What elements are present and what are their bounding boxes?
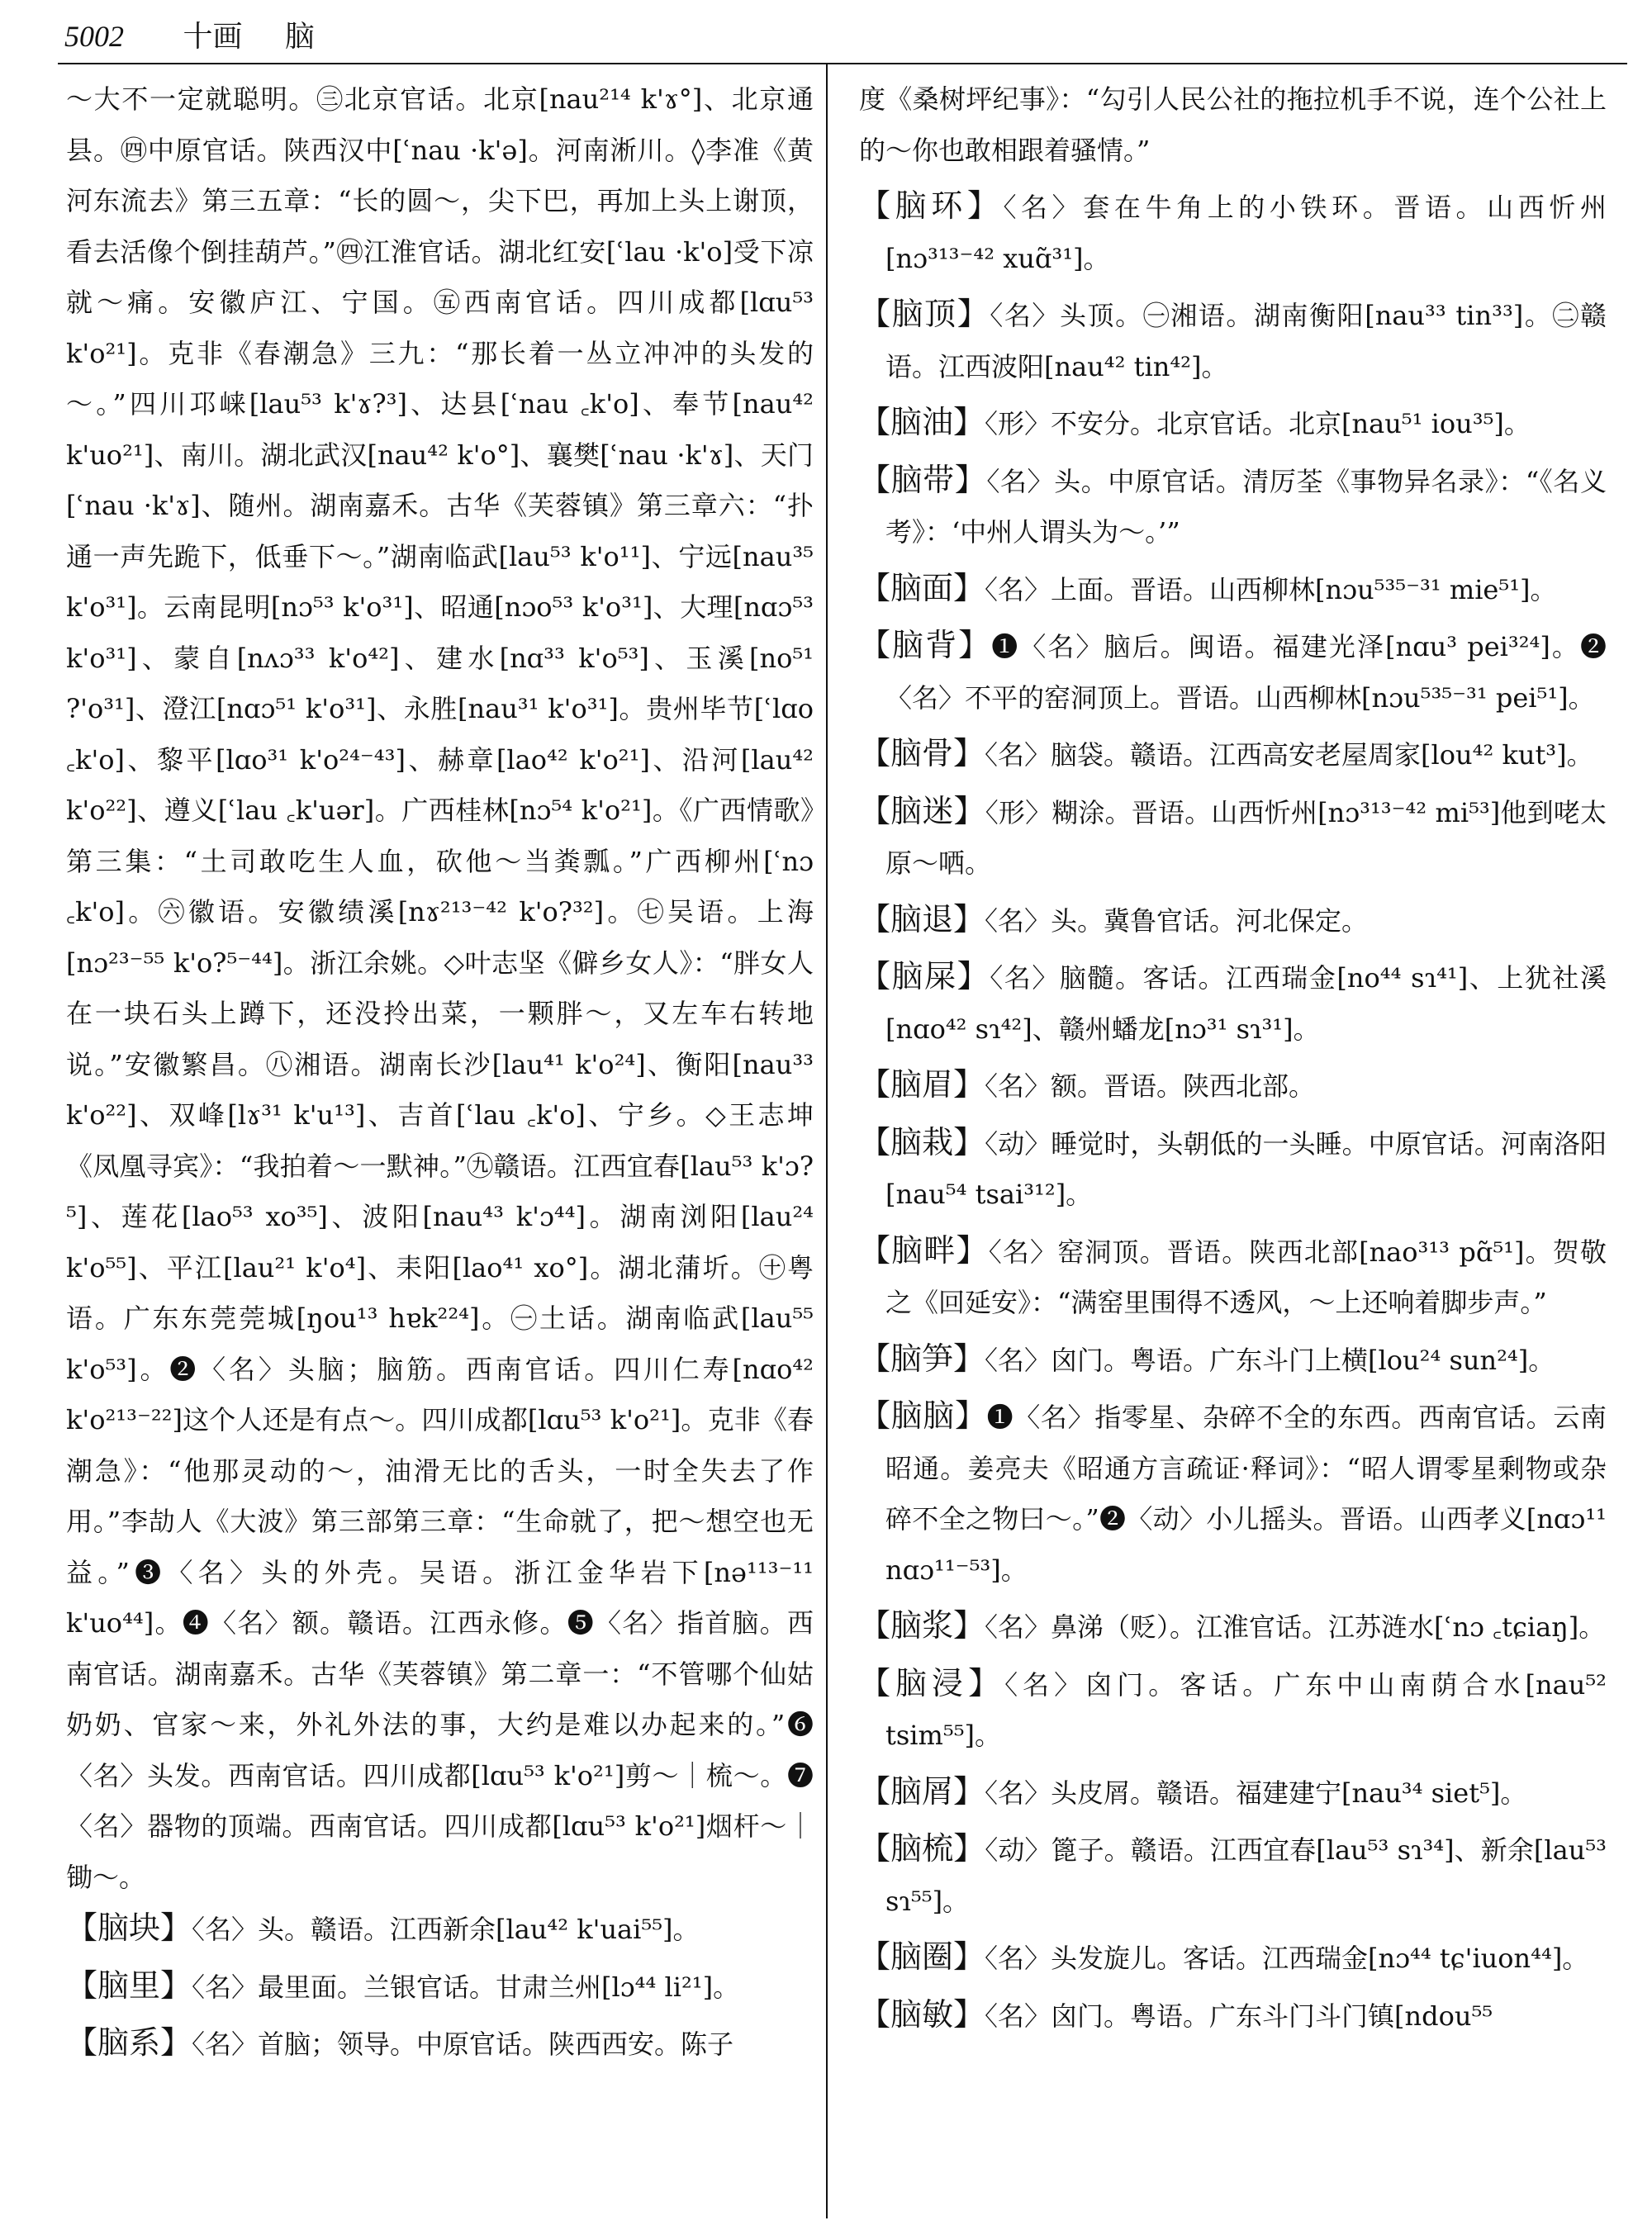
entry-naojin [859,1658,1607,1762]
definition: 〈名〉头。冀鲁官话。河北保定。 [985,904,1369,937]
definition: 〈动〉篦子。赣语。江西宜春[lau⁵³ sɿ³⁴]、新余[lau⁵³ sɿ⁵⁵]。 [885,1834,1607,1917]
definition: 〈名〉囟门。粤语。广东斗门斗门镇[ndou⁵⁵ [985,2000,1493,2032]
entry-naoyou [859,397,1607,450]
headword: 【脑顶】 [859,296,990,332]
header-character: 脑 [284,20,315,54]
headword: 【脑里】 [66,1967,192,2004]
headword: 【脑背】 [859,627,992,663]
definition: 〈名〉窑洞顶。晋语。陕西北部[nao³¹³ pɑ̃⁵¹]。贺敬之《回延安》：“满窑里围得不透风，～上还响着脚步声。” [885,1236,1607,1318]
entry-continuation-right: 度《桑树坪纪事》：“勾引人民公社的拖拉机手不说，连个公社上的～你也敢相跟着骚情。” [859,83,1607,166]
entry-naonao [859,1391,1607,1596]
definition: 〈名〉头顶。㊀湘语。湖南衡阳[nau³³ tin³³]。㊁赣语。江西波阳[nau⁴² tin⁴²]。 [885,300,1607,382]
definition: 〈形〉不安分。北京官话。北京[nau⁵¹ iou³⁵]。 [985,408,1531,439]
definition: 〈名〉首脑；领导。中原官话。陕西西安。陈子 [192,2028,734,2060]
entry-naoxie [859,1767,1607,1820]
right-column [859,74,1607,2047]
headword: 【脑脑】 [859,1397,987,1434]
definition: 〈名〉脑髓。客话。江西瑞金[no⁴⁴ sɿ⁴¹]、上犹社溪[nɑo⁴² sɿ⁴²]、赣州蟠龙[nɔ³¹ sɿ³¹]。 [885,962,1607,1045]
entry-naomin [859,1990,1607,2043]
entry-naosun [859,1334,1607,1387]
headword: 【脑屎】 [859,958,990,994]
entry-naoding [859,289,1607,392]
entry-naopan [859,1226,1607,1329]
entry-naomei [859,1060,1607,1113]
entry-naoquan [859,1932,1607,1985]
headword: 【脑带】 [859,461,987,498]
headword: 【脑骨】 [859,735,985,771]
headword: 【脑眉】 [859,1066,985,1103]
definition: 〈名〉头。中原官话。清厉荃《事物异名录》：“《名义考》：‘中州人谓头为～。’” [885,465,1607,548]
headword: 【脑屑】 [859,1772,985,1810]
headword: 【脑浆】 [859,1607,985,1644]
headword: 【脑畔】 [859,1231,989,1269]
definition: 〈名〉头。赣语。江西新余[lau⁴² k'uai⁵⁵]。 [192,1914,700,1945]
headword: 【脑浸】 [859,1664,1005,1701]
headword: 【脑块】 [66,1910,192,1946]
entry-naohuan [859,181,1607,284]
entry-naogu [859,728,1607,781]
definition: ❶〈名〉指零星、杂碎不全的东西。西南官话。云南昭通。姜亮夫《昭通方言疏证·释词》：“昭人谓零星剩物或杂碎不全之物曰～。”❷〈动〉小儿摇头。晋语。山西孝义[nɑɔ¹¹ nɑɔ¹¹⁻⁵³]。 [885,1402,1607,1586]
headword: 【脑笋】 [859,1340,985,1377]
left-column [66,74,814,2076]
entry-naomian [859,563,1607,616]
section-label: 十画 [183,20,243,54]
definition: 〈名〉最里面。兰银官话。甘肃兰州[lɔ⁴⁴ li²¹]。 [192,1971,740,2003]
headword: 【脑迷】 [859,792,985,829]
entry-naobei [859,620,1607,724]
entry-naoli [66,1961,814,2014]
entry-continuation: ～大不一定就聪明。㊂北京官话。北京[nau²¹⁴ k'ɤ°]、北京通县。㊃中原官话。陕西汉中[ʿnau ·k'ə]。河南淅川。◊李准《黄河东流去》第三五章：“长的圆～，尖下巴，再加上头上谢顶，看去活像个倒挂葫芦。”㊃江淮官话。湖北红安[ʿlau ·k'o]受下凉就～痛。安徽庐江、宁国。㊄西南官话。四川成都[lɑu⁵³ k'o²¹]。克非《春潮急》三九：“那长着一丛立冲冲的头发的～。”四川邛崃[lau⁵³ k'ɤ?³]、达县[ʿnau ꜀k'o]、奉节[nau⁴² k'uo²¹]、南川。湖北武汉[nau⁴² k'o°]、襄樊[ʿnau ·k'ɤ]、天门[ʿnau ·k'ɤ]、随州。湖南嘉禾。古华《芙蓉镇》第三章六：“扑通一声先跪下，低垂下～。”湖南临武[lau⁵³ k'o¹¹]、宁远[nau³⁵ k'o³¹]。云南昆明[nɔ⁵³ k'o³¹]、昭通[nɔo⁵³ k'o³¹]、大理[nɑɔ⁵³ k'o³¹]、蒙自[nʌɔ³³ k'o⁴²]、建水[nɑ³³ k'o⁵³]、玉溪[no⁵¹ ?'o³¹]、澄江[nɑɔ⁵¹ k'o³¹]、永胜[nau³¹ k'o³¹]。贵州毕节[ʿlɑo ꜀k'o]、黎平[lɑo³¹ k'o²⁴⁻⁴³]、赫章[lao⁴² k'o²¹]、沿河[lau⁴² k'o²²]、遵义[ʿlau ꜀k'uər]。广西桂林[nɔ⁵⁴ k'o²¹]。《广西情歌》第三集：“土司敢吃生人血，砍他～当粪瓢。”广西柳州[ʿnɔ ꜀k'o]。㊅徽语。安徽绩溪[nɤ²¹³⁻⁴² k'o?³²]。㊆吴语。上海[nɔ²³⁻⁵⁵ k'o?⁵⁻⁴⁴]。浙江余姚。◇叶志坚《僻乡女人》：“胖女人在一块石头上蹲下，还没拎出菜，一颗胖～，又左车右转地说。”安徽繁昌。㊇湘语。湖南长沙[lau⁴¹ k'o²⁴]、衡阳[nau³³ k'o²²]、双峰[lɤ³¹ k'u¹³]、吉首[ʿlau ꜀k'o]、宁乡。◇王志坤《凤凰寻宾》：“我拍着～一默神。”㊈赣语。江西宜春[lau⁵³ k'ɔ?⁵]、莲花[lao⁵³ xo³⁵]、波阳[nau⁴³ k'ɔ⁴⁴]。湖南浏阳[lau²⁴ k'o⁵⁵]、平江[lau²¹ k'o⁴]、耒阳[lao⁴¹ xo°]。湖北蒲圻。㊉粤语。广东东莞莞城[ŋou¹³ hɐk²²⁴]。㊀土话。湖南临武[lau⁵⁵ k'o⁵³]。❷〈名〉头脑；脑筋。西南官话。四川仁寿[nɑo⁴² k'o²¹³⁻²²]这个人还是有点～。四川成都[lɑu⁵³ k'o²¹]。克非《春潮急》：“他那灵动的～，油滑无比的舌头，一时全失去了作用。”李劼人《大波》第三部第三章：“生命就了，把～想空也无益。”❸〈名〉头的外壳。吴语。浙江金华岩下[nə¹¹³⁻¹¹ k'uo⁴⁴]。❹〈名〉额。赣语。江西永修。❺〈名〉指首脑。西南官话。湖南嘉禾。古华《芙蓉镇》第二章一：“不管哪个仙姑奶奶、官家～来，外礼外法的事，大约是难以办起来的。”❻〈名〉头发。西南官话。四川成都[lɑu⁵³ k'o²¹]剪～｜梳～。❼〈名〉器物的顶端。西南官话。四川成都[lɑu⁵³ k'o²¹]烟杆～｜锄～。 [66,83,814,1893]
page-header [64,12,1634,61]
page-number: 5002 [64,20,124,53]
entry-naozai [859,1117,1607,1221]
header-rule [58,63,1627,64]
headword: 【脑圈】 [859,1938,985,1975]
definition: 〈名〉囟门。粤语。广东斗门上横[lou²⁴ sun²⁴]。 [985,1344,1555,1376]
definition: 〈名〉鼻涕（贬）。江淮官话。江苏涟水[ʿnɔ ꜀tɕiaŋ]。 [985,1611,1606,1643]
definition: 〈形〉糊涂。晋语。山西忻州[nɔ³¹³⁻⁴² mi⁵³]他到咾太原～哂。 [885,796,1607,879]
definition: 〈名〉额。晋语。陕西北部。 [985,1070,1316,1102]
definition: 〈名〉套在牛角上的小铁环。晋语。山西忻州[nɔ³¹³⁻⁴² xuɑ̃³¹]。 [885,192,1607,274]
entry-naodai [859,455,1607,558]
entry-naojiang [859,1601,1607,1654]
entry-naokuai [66,1903,814,1956]
headword: 【脑油】 [859,404,985,440]
headword: 【脑栽】 [859,1123,985,1160]
headword: 【脑环】 [859,187,1004,224]
headword: 【脑退】 [859,900,985,937]
definition: 〈名〉囟门。客话。广东中山南荫合水[nau⁵² tsim⁵⁵]。 [885,1668,1607,1751]
headword: 【脑面】 [859,569,985,606]
headword: 【脑敏】 [859,1995,985,2033]
headword: 【脑系】 [66,2024,192,2061]
entry-naomi [859,786,1607,890]
definition: 〈名〉脑袋。赣语。江西高安老屋周家[lou⁴² kut³]。 [985,739,1593,771]
column-divider [826,63,828,2218]
headword: 【脑梳】 [859,1830,985,1867]
entry-naoshi [859,951,1607,1055]
entry-naoxi [66,2018,814,2071]
definition: ❶〈名〉脑后。闽语。福建光泽[nɑu³ pei³²⁴]。❷〈名〉不平的窑洞顶上。晋语。山西柳林[nɔu⁵³⁵⁻³¹ pei⁵¹]。 [885,631,1607,714]
entry-naotui [859,894,1607,947]
definition: 〈名〉头皮屑。赣语。福建建宁[nau³⁴ siet⁵]。 [985,1777,1527,1809]
definition: 〈名〉头发旋儿。客话。江西瑞金[nɔ⁴⁴ tɕ'iuon⁴⁴]。 [985,1943,1589,1974]
definition: 〈名〉上面。晋语。山西柳林[nɔu⁵³⁵⁻³¹ mie⁵¹]。 [985,573,1557,605]
definition: 〈动〉睡觉时，头朝低的一头睡。中原官话。河南洛阳[nau⁵⁴ tsai³¹²]。 [885,1127,1607,1210]
entry-naoshu [859,1824,1607,1927]
